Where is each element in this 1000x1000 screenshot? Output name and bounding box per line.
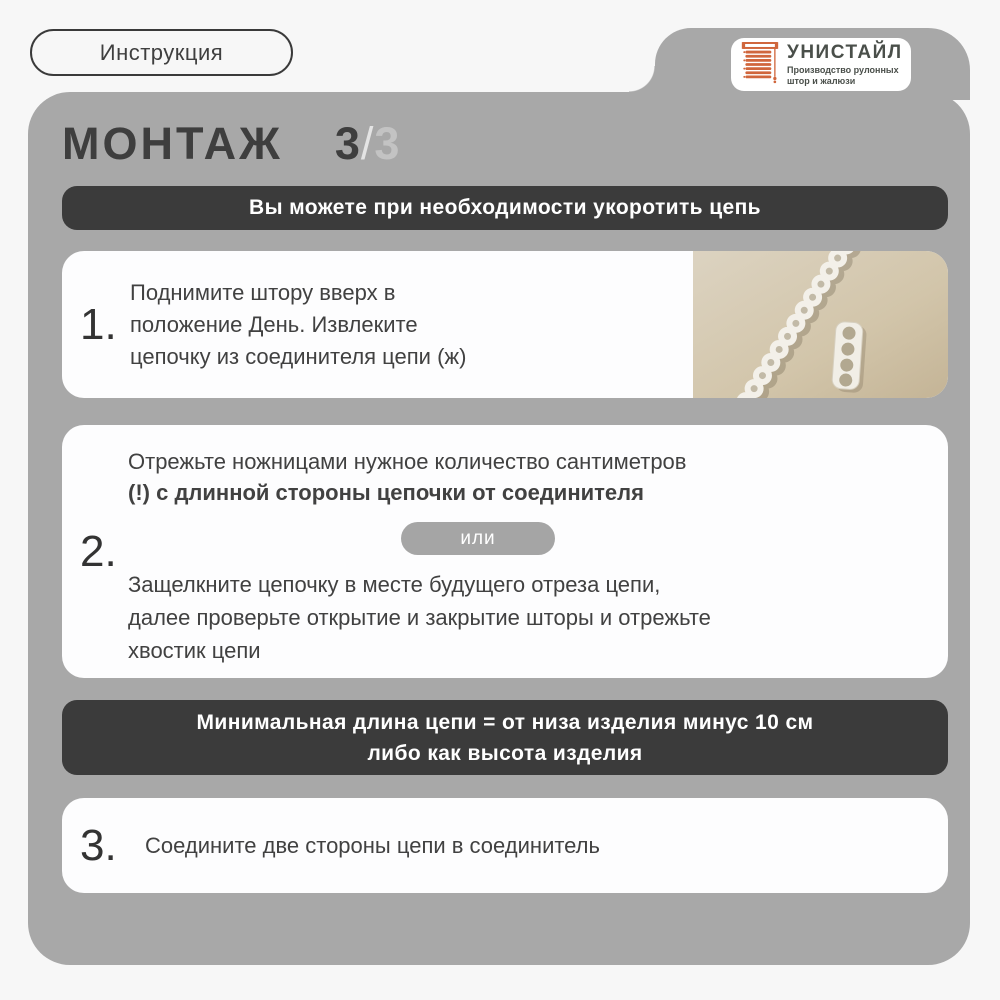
step1-line3: цепочку из соединителя цепи (ж) (130, 343, 467, 369)
instruction-tab[interactable]: Инструкция (30, 29, 293, 76)
logo-subtitle-line1: Производство рулонных (787, 65, 899, 75)
step2-part-a-line1: Отрежьте ножницами нужное количество сантиметров (128, 449, 687, 474)
step2-number: 2. (80, 526, 117, 576)
step3-number: 3. (80, 820, 117, 870)
page-indicator (335, 118, 401, 169)
step1-text (130, 251, 466, 398)
top-banner (62, 186, 948, 230)
step1-line1: Поднимите штору вверх в (130, 279, 396, 305)
panel-top-tab-fillet (629, 66, 655, 92)
top-banner-text: Вы можете при необходимости укоротить цепь (249, 196, 761, 219)
page-total: 3 (374, 118, 401, 169)
step3-text: Соедините две стороны цепи в соединитель (145, 832, 600, 858)
step1-line2: положение День. Извлеките (130, 311, 418, 337)
step2-content (128, 425, 828, 678)
step2-part-a-line2: (!) с длинной стороны цепочки от соединителя (128, 480, 644, 505)
logo-brand: УНИСТАЙЛ (787, 42, 903, 63)
step1-number: 1. (80, 299, 117, 349)
bottom-banner-line2: либо как высота изделия (367, 741, 643, 765)
logo-subtitle-line2: штор и жалюзи (787, 75, 856, 86)
bottom-banner-line1: Минимальная длина цепи = от низа изделия минус 10 см (196, 710, 814, 734)
step3-card (62, 798, 948, 893)
page-current: 3 (334, 118, 361, 169)
page-separator: / (360, 118, 375, 169)
bottom-banner (62, 700, 948, 775)
main-panel (28, 92, 970, 965)
logo-text (787, 43, 903, 86)
step2-part-b-line3: хвостик цепи (128, 638, 261, 663)
step1-card (62, 251, 948, 398)
step2-part-b-line2: далее проверьте открытие и закрытие шторы и отрежьте (128, 605, 711, 630)
step2-card (62, 425, 948, 678)
step2-part-b-line1: Защелкните цепочку в месте будущего отреза цепи, (128, 572, 661, 597)
logo-card (731, 38, 911, 91)
title-text: МОНТАЖ (62, 118, 283, 169)
blinds-icon (741, 40, 779, 89)
or-divider-pill: или (401, 522, 555, 555)
page-title (62, 118, 400, 170)
chain-photo (693, 251, 948, 398)
